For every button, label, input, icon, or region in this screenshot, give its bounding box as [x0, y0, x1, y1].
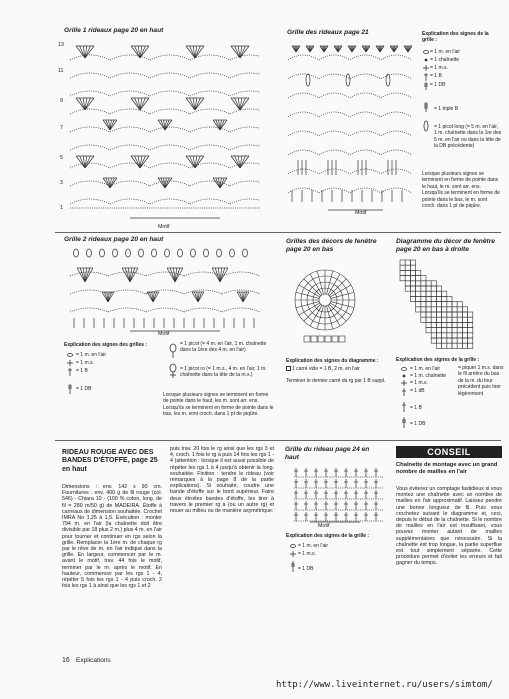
article-title: RIDEAU ROUGE AVEC DES BANDES D'ÉTOFFE, page 25 en haut	[62, 449, 158, 473]
grid2-motif-label: Motif	[158, 331, 170, 337]
signs-grid2-picot2: = 1 picot ro (= 1 m.s., 4 m. en l'air, 1 m. chaînette dans la tête de la m.s.)	[180, 366, 267, 379]
diagramme-item: = 1 m.s.	[410, 380, 428, 386]
grid24-symbols	[287, 541, 299, 575]
decors-chart	[292, 264, 358, 350]
conseil-headline: Chaînette de montage avec un grand nombre de mailles en l'air	[396, 462, 498, 475]
page-number: 16	[62, 657, 70, 664]
grid1-row-label: 9	[60, 98, 63, 104]
grid24-signs-title: Explication des signes de la grille :	[286, 533, 370, 539]
signs-top-item: = 1 chaînette	[430, 57, 460, 63]
diagramme-item: = 1 m. en l'air	[410, 366, 440, 372]
diagramme-title: Diagramme du décor de fenêtre page 20 en bas à droite	[396, 238, 495, 253]
diagramme-item: = 1 dB	[410, 388, 425, 394]
grid1-row-label: 1	[60, 205, 63, 211]
grid21-title: Grille des rideaux page 21	[287, 29, 369, 36]
decors-sign2: Terminer le dernier carré du rg par 1 B suppl.	[286, 378, 386, 384]
signs-top-item: = 1 B	[430, 73, 442, 79]
grid24-item: = 1 m. en l'air	[298, 543, 328, 549]
grid2-chart	[70, 248, 260, 332]
article-col2: puis trav. 20 fois le rg ainsi que les rgs 3 et 4, croch. 1 fois le rg à puis 14 fois les rgs 1 - 4 (attention : lorsque il est aussi possible de répéter les rgs 1 à 4 jusqu'à obtenir la long. souhaitée. Finition : tendre le rideau (voir remarques à la page 8 de la partie explications). Si souhaité, coudre une bande d'étoffe sur le bord supérieur. Faire deux étroites bandes d'étoffe, les tirer à travers le premier rg à (ou un autre rg) et nouer au milieu ou de manière asymétrique.	[170, 446, 274, 515]
empty-square-icon	[286, 366, 291, 371]
grid24-motif-label: Motif	[318, 523, 330, 529]
grid1-row-label: 3	[60, 180, 63, 186]
grid1-row-label: 13	[58, 42, 64, 48]
grid24-item: = 1 m.s.	[298, 551, 316, 557]
grid2-title: Grille 2 rideaux page 20 en haut	[64, 236, 164, 243]
grid24-item: = 1 DB	[298, 566, 314, 572]
signs-grid2-note: Lorsque plusieurs signes se terminent en forme de pointe dans le haut, les m. sont arr. ens. Lorsqu'ils se terminent en forme de pointe dans le bas, les m. sont croch. dans 1 pt de piqûre.	[163, 392, 274, 418]
diagramme-chart	[396, 258, 476, 350]
diagramme-item: = 1 DB	[410, 421, 426, 427]
decors-sign1: 1 carré vide = 1 B, 2 m. en l'air	[292, 366, 360, 372]
grid1-row-label: 11	[58, 68, 64, 74]
diagramme-signs-title: Explication des signes de la grille :	[396, 357, 480, 363]
signs-grid2-picot1: = 1 picot (= 4 m. en l'air, 1 m. chaînette dans la 1ère des 4 m. en l'air)	[180, 341, 267, 354]
signs-top-note: Lorsque plusieurs signes se terminent en forme de pointe dans le haut, le m. sont arr. ens. Lorsqu'ils se terminent en forme de pointe dans le bas, le m. sont croch. dans 1 pt de piqûre.	[422, 171, 500, 210]
signs-top-item: = 1 triple B	[434, 106, 459, 112]
decors-signs-title: Explication des signes du diagramme :	[286, 358, 379, 364]
grid1-motif-label: Motif	[158, 224, 170, 230]
grid1-title: Grille 1 rideaux page 20 en haut	[64, 27, 164, 34]
diagramme-symbols	[398, 364, 410, 430]
signs-grid2-item: = 1 m. en l'air	[76, 352, 106, 358]
signs-top-symbols	[420, 46, 434, 146]
signs-top-item: = 1 m. en l'air	[430, 49, 460, 55]
grid21-motif-label: Motif	[355, 210, 367, 216]
footer-section: Explications	[76, 657, 111, 664]
diagramme-item: = 1 m. chaînette	[410, 373, 446, 379]
conseil-body: Vous éviterez un comptage fastidieux si vous montez une chaînette avec un nombre de mailles en l'air approximatif. Laissez pendre une bonne longueur de fil. Puis vous crochetez suivant le diagramme et, ceci, depuis le début de la chaînette. Si le nombre de mailles en l'air est insuffisant, vous pouvez monter autant de mailles supplémentaires que nécessaire. Si la chaînette est trop longue, la partie superflue est tout simplement séparée. Cette procédure permet d'éviter les erreurs et fait gagner du temps.	[396, 486, 502, 567]
grid1-row-label: 5	[60, 155, 63, 161]
diagramme-pique: = piquer 1 m.s. dans le fil arrière du bas de la m. du tour précédent puis tirer légèrement	[458, 365, 504, 397]
signs-grid2-item: = 1 B	[76, 368, 88, 374]
article-col1: Dimensions : env. 142 x 90 cm. Fournitures : env. 400 g de fil rouge (col. 546) - Chiara 10 - (100 % coton, long. de fil = 280 m/50 g) de MADEIRA. Étoffe à carreaux de dimension souhaitée. Crochet IMRA No 1,25 à 1,5. Exécution : monter 794 m. en l'air (la chaînette doit être divisible par 18 plus 2 m.) plus 4 m. en l'air pour tourner et continuer en rgs selon la grille. Remplacer la 1ère m. de chaque rg par le rêve de m. en l'air indiqué dans la grille. En largeur, commencer par le m. avant le motif, trav. 44 fois le motif, terminer par le m. après le motif. En hauteur, commencer par les rgs 1 - 4, répéter 5 fois les rgs 1 - 4 puis croch. 2 fois les rgs 1 à ainsi que les rgs 1 et 2	[62, 484, 162, 590]
grid24-title: Grille du rideau page 24 en haut	[285, 446, 370, 461]
conseil-label: CONSEIL	[396, 446, 502, 458]
signs-grid2-symbols	[64, 350, 76, 400]
decors-title: Grilles des décors de fenêtre page 20 en bas	[286, 238, 377, 253]
signs-top-title: Explication des signes de la grille :	[422, 31, 489, 44]
signs-top-item: = 1 m.s.	[430, 65, 448, 71]
diagramme-item: = 1 B	[410, 405, 422, 411]
signs-grid2-title: Explication des signes des grilles :	[64, 342, 148, 348]
footer-url: http://www.liveinternet.ru/users/simtom/	[276, 680, 493, 690]
grid1-chart	[70, 38, 260, 226]
picot-icon	[167, 342, 179, 382]
signs-top-item: = 1 picot long (= 5 m. en l'air, 1 m. chaînette dans la 1re des 5 m. en l'air ou dans la tête de la DB précédente)	[434, 124, 502, 150]
grid24-chart	[290, 462, 386, 524]
signs-grid2-item: = 1 DB	[76, 386, 92, 392]
signs-grid2-item: = 1 m.s.	[76, 360, 94, 366]
signs-top-item: = 1 DB	[430, 82, 446, 88]
grid21-chart	[288, 40, 412, 220]
grid1-row-label: 7	[60, 125, 63, 131]
